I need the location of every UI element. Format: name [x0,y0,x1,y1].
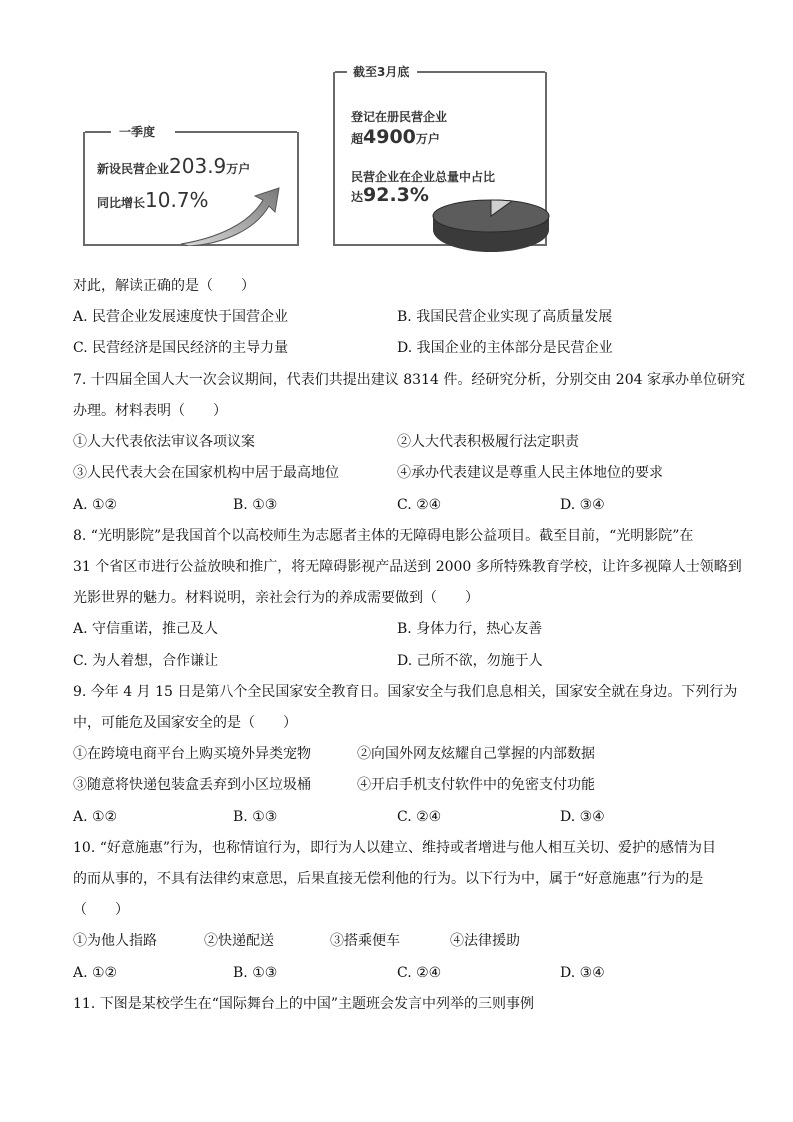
q8-stem-line3: 光影世界的魅力。材料说明，亲社会行为的养成需要做到（ ） [73,590,479,606]
q7-statement-4: ④承办代表建议是尊重人民主体地位的要求 [397,465,663,481]
q9-statement-4: ④开启手机支付软件中的免密支付功能 [357,777,595,793]
q8-option-b[interactable]: B. 身体力行，热心友善 [397,621,543,637]
q10-statement-1: ①为他人指路 [73,933,157,949]
q10-option-c[interactable]: C. ②④ [397,965,442,981]
q9-statement-2: ②向国外网友炫耀自己掌握的内部数据 [357,746,595,762]
q10-option-b[interactable]: B. ①③ [233,965,278,981]
registered-stat: 超4900万户 [351,126,440,148]
caption-rule [335,71,347,73]
q8-stem-line2: 31 个省区市进行公益放映和推广，将无障碍影视产品送到 2000 多所特殊教育学校，让许多视障人士领略到 [73,559,742,575]
caption-rule [417,71,545,73]
q9-option-b[interactable]: B. ①③ [233,809,278,825]
q7-statement-1: ①人大代表依法审议各项议案 [73,434,255,450]
q10-statement-3: ③搭乘便车 [330,933,400,949]
q9-stem-line1: 9. 今年 4 月 15 日是第八个全民国家安全教育日。国家安全与我们息息相关，国家安全就在身边。下列行为 [73,684,738,700]
figure-right-caption: 截至3月底 [349,63,413,80]
q7-statement-2: ②人大代表积极履行法定职责 [397,434,579,450]
q10-statement-4: ④法律援助 [450,933,520,949]
q7-option-d[interactable]: D. ③④ [560,497,605,513]
growth-stat: 同比增长10.7% [97,188,209,212]
q10-stem-line3: （ ） [73,902,129,918]
figure-left-caption: 一季度 [115,123,159,140]
q7-stem-line2: 办理。材料表明（ ） [73,403,227,419]
caption-rule [175,131,297,133]
pie-chart-icon [429,198,559,254]
q7-stem-line1: 7. 十四届全国人大一次会议期间，代表们共提出建议 8314 件。经研究分析，分别交由 204 家承办单位研究 [73,372,745,388]
caption-rule [85,131,111,133]
q9-option-d[interactable]: D. ③④ [560,809,605,825]
registered-label: 登记在册民营企业 [351,110,448,124]
q10-stem-line2: 的而从事的，不具有法律约束意思，后果直接无偿利他的行为。以下行为中，属于“好意施惠”行为的是 [73,871,704,887]
q9-option-a[interactable]: A. ①② [73,809,118,825]
growth-arrow-icon [177,184,287,246]
q6-option-b[interactable]: B. 我国民营企业实现了高质量发展 [397,309,613,325]
q10-option-d[interactable]: D. ③④ [560,965,605,981]
q7-option-c[interactable]: C. ②④ [397,497,442,513]
new-enterprises-stat: 新设民营企业203.9万户 [97,154,251,178]
q6-option-d[interactable]: D. 我国企业的主体部分是民营企业 [397,340,613,356]
q10-stem-line1: 10. “好意施惠”行为，也称情谊行为，即行为人以建立、维持或者增进与他人相互关切、爱护的感情为目 [73,840,717,856]
q9-stem-line2: 中，可能危及国家安全的是（ ） [73,715,297,731]
q10-option-a[interactable]: A. ①② [73,965,118,981]
q6-figure-left-box [83,125,299,246]
share-label: 民营企业在企业总量中占比 [351,170,496,184]
q9-statement-1: ①在跨境电商平台上购买境外异类宠物 [73,746,311,762]
share-stat: 达92.3% [351,184,429,206]
q7-option-b[interactable]: B. ①③ [233,497,278,513]
q6-option-c[interactable]: C. 民营经济是国民经济的主导力量 [73,340,289,356]
q6-option-a[interactable]: A. 民营企业发展速度快于国营企业 [73,309,289,325]
q11-stem: 11. 下图是某校学生在“国际舞台上的中国”主题班会发言中列举的三则事例 [73,996,535,1012]
q10-statement-2: ②快递配送 [204,933,274,949]
q7-statement-3: ③人民代表大会在国家机构中居于最高地位 [73,465,339,481]
q6-stem: 对此，解读正确的是（ ） [73,278,255,294]
q8-option-c[interactable]: C. 为人着想，合作谦让 [73,653,219,669]
q9-option-c[interactable]: C. ②④ [397,809,442,825]
q8-option-d[interactable]: D. 己所不欲，勿施于人 [397,653,543,669]
q9-statement-3: ③随意将快递包装盒丢弃到小区垃圾桶 [73,777,311,793]
q8-option-a[interactable]: A. 守信重诺，推己及人 [73,621,219,637]
q8-stem-line1: 8. “光明影院”是我国首个以高校师生为志愿者主体的无障碍电影公益项目。截至目前，“光明影院”在 [73,528,694,544]
q6-figure-right-box [333,65,547,246]
q7-option-a[interactable]: A. ①② [73,497,118,513]
